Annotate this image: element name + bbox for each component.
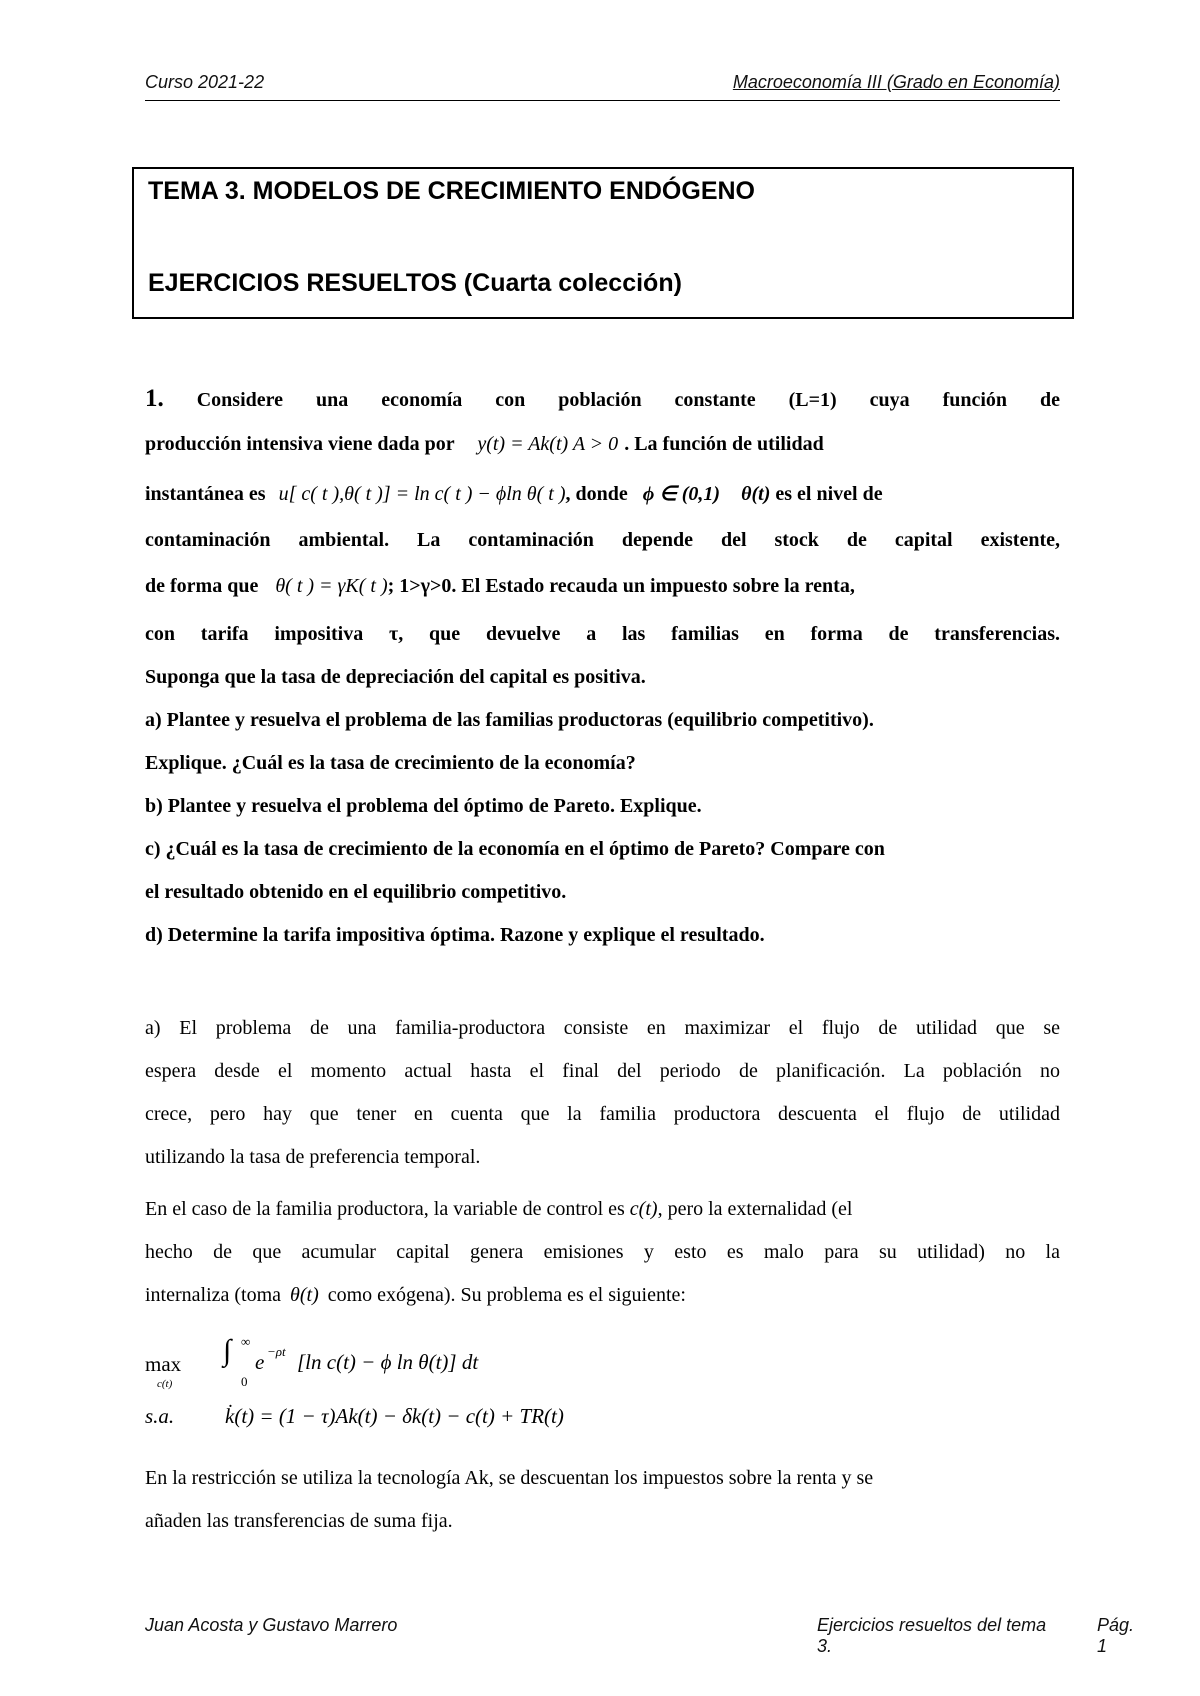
answer-p2-line-2: hecho de que acumular capital genera emisiones y esto es malo para su utilidad) no la xyxy=(145,1241,1060,1263)
utility-equation: u[ c( t ),θ( t )] = ln c( t ) − ϕln θ( t ) xyxy=(278,483,566,505)
problem-line-7: Suponga que la tasa de depreciación del capital es positiva. xyxy=(145,666,646,688)
exp-power: −ρt xyxy=(267,1344,286,1359)
problem-line-1 xyxy=(145,385,1060,413)
question-b: b) Plantee y resuelva el problema del óptimo de Pareto. Explique. xyxy=(145,795,702,817)
subject-label: Macroeconomía III (Grado en Economía) xyxy=(732,72,1060,92)
problem-text: Considere una economía con población constante (L=1) cuya función de xyxy=(196,389,1061,411)
problem-text: , donde xyxy=(565,483,628,505)
problem-line-5 xyxy=(145,575,1060,598)
collection-title: EJERCICIOS RESUELTOS (Cuarta colección) xyxy=(148,269,682,297)
topic-title: TEMA 3. MODELOS DE CRECIMIENTO ENDÓGENO xyxy=(148,177,755,205)
page-number: Pág. 1 xyxy=(1097,1615,1135,1656)
page-footer xyxy=(145,1615,1135,1656)
answer-text: como exógena). Su problema es el siguiente: xyxy=(327,1284,686,1306)
capital-constraint: k̇(t) = (1 − τ)Ak(t) − δk(t) − c(t) + TR(t) xyxy=(225,1404,564,1428)
question-c-line-2: el resultado obtenido en el equilibrio competitivo. xyxy=(145,881,567,903)
production-equation: y(t) = Ak(t) A > 0 xyxy=(477,433,619,455)
integral-upper: ∞ xyxy=(241,1334,251,1349)
max-label: max xyxy=(145,1352,182,1376)
answer-p2-line-3 xyxy=(145,1284,1060,1307)
problem-text: ; 1>γ>0. El Estado recauda un impuesto sobre la renta, xyxy=(387,575,855,597)
answer-p1-line-1: a) El problema de una familia-productora consiste en maximizar el flujo de utilidad que se xyxy=(145,1017,1060,1039)
utility-integrand: [ln c(t) − ϕ ln θ(t)] dt xyxy=(297,1350,479,1374)
max-operator xyxy=(145,1352,181,1377)
problem-line-6: con tarifa impositiva τ, que devuelve a las familias en forma de transferencias. xyxy=(145,623,1060,645)
answer-p2-line-1 xyxy=(145,1198,1060,1221)
max-subscript: c(t) xyxy=(157,1378,173,1390)
title-box xyxy=(132,167,1074,319)
problem-line-3 xyxy=(145,481,1060,506)
problem-text: producción intensiva viene dada por xyxy=(145,433,455,455)
answer-text: En el caso de la familia productora, la variable de control es xyxy=(145,1198,625,1220)
course-label: Curso 2021-22 xyxy=(145,72,265,92)
question-a-line-1: a) Plantee y resuelva el problema de las familias productoras (equilibrio competitivo). xyxy=(145,709,874,731)
answer-text: , pero la externalidad (el xyxy=(657,1198,853,1220)
answer-text: internaliza (toma xyxy=(145,1284,282,1306)
integral-sign: ∫ xyxy=(223,1334,232,1367)
problem-number: 1. xyxy=(145,385,164,412)
problem-text: . La función de utilidad xyxy=(624,433,824,455)
problem-text: de forma que xyxy=(145,575,259,597)
authors: Juan Acosta y Gustavo Marrero xyxy=(145,1615,398,1635)
problem-line-2 xyxy=(145,433,1060,456)
answer-p1-line-4: utilizando la tasa de preferencia temporal. xyxy=(145,1146,481,1168)
answer-p1-line-3: crece, pero hay que tener en cuenta que la familia productora descuenta el flujo de utilidad xyxy=(145,1103,1060,1125)
document-name: Ejercicios resueltos del tema 3. xyxy=(817,1615,1047,1656)
subject-to-label: s.a. xyxy=(145,1404,175,1428)
question-a-line-2: Explique. ¿Cuál es la tasa de crecimiento de la economía? xyxy=(145,752,636,774)
answer-p3-line-1: En la restricción se utiliza la tecnología Ak, se descuentan los impuestos sobre la renta y se xyxy=(145,1467,874,1489)
control-variable: c(t) xyxy=(629,1198,658,1220)
answer-p1-line-2: espera desde el momento actual hasta el final del periodo de planificación. La población no xyxy=(145,1060,1060,1082)
question-c-line-1: c) ¿Cuál es la tasa de crecimiento de la economía en el óptimo de Pareto? Compare con xyxy=(145,838,885,860)
theta-variable: θ(t) xyxy=(290,1284,319,1306)
pollution-equation: θ( t ) = γK( t ) xyxy=(275,575,388,597)
problem-text: instantánea es xyxy=(145,483,266,505)
phi-range: ϕ ∈ (0,1) xyxy=(642,483,721,505)
exp-base: e xyxy=(255,1350,265,1374)
integral xyxy=(223,1334,231,1368)
problem-text: es el nivel de xyxy=(775,483,883,505)
question-d: d) Determine la tarifa impositiva óptima. Razone y explique el resultado. xyxy=(145,924,765,946)
theta-symbol: θ(t) xyxy=(741,483,771,505)
problem-line-4: contaminación ambiental. La contaminación depende del stock de capital existente, xyxy=(145,529,1060,551)
page-header xyxy=(145,72,1060,101)
integral-lower: 0 xyxy=(241,1374,248,1389)
answer-p3-line-2: añaden las transferencias de suma fija. xyxy=(145,1510,453,1532)
